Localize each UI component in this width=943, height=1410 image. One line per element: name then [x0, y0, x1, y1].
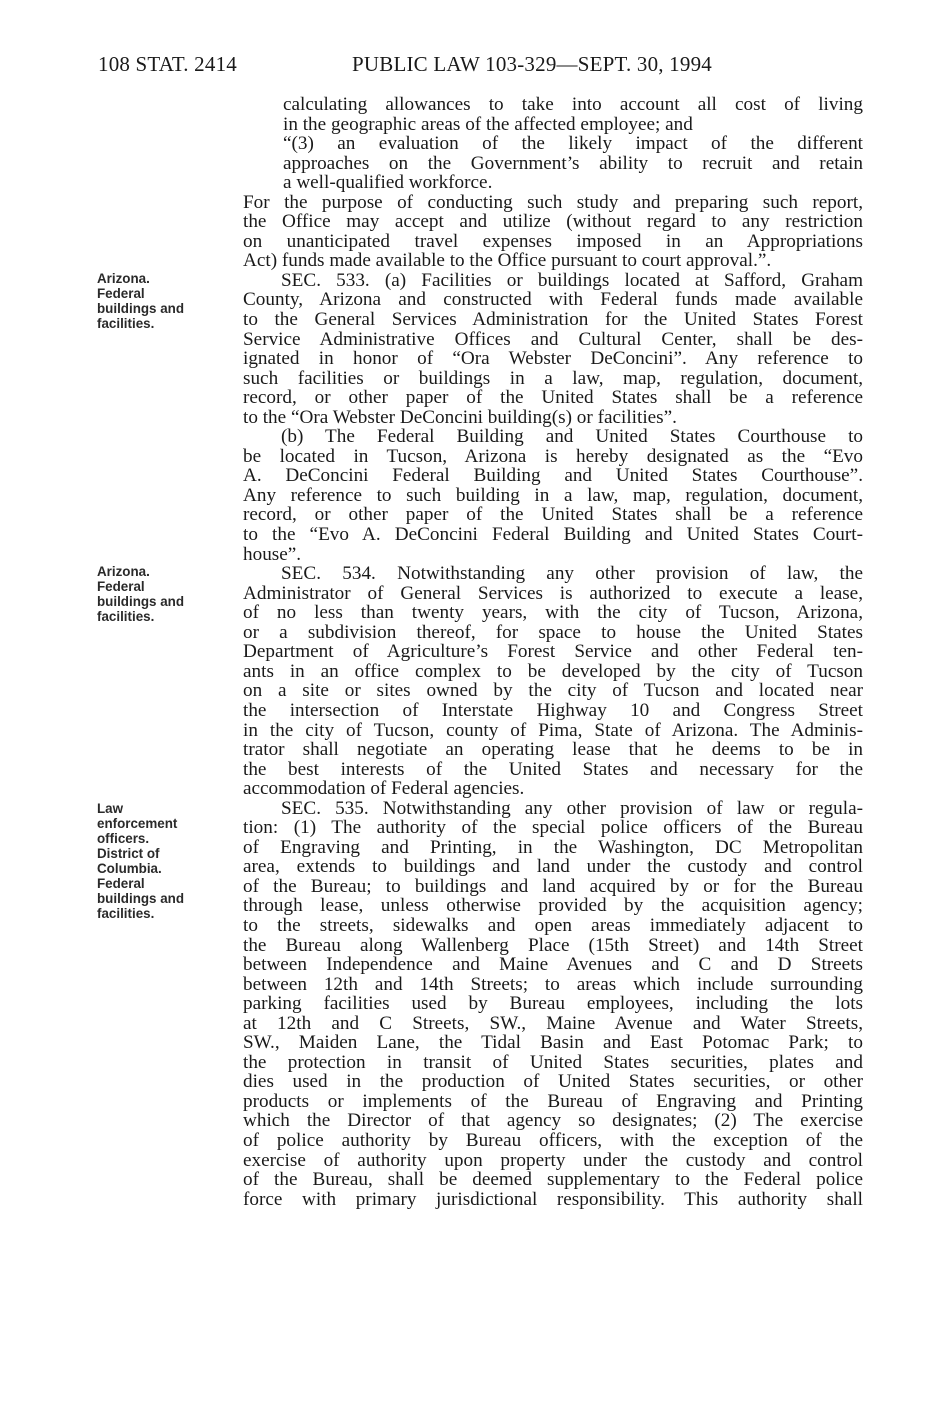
- margin-note-line: buildings and: [97, 891, 185, 906]
- margin-note-line: District of: [97, 846, 160, 861]
- text-line: SEC. 534. Notwithstanding any other provision of law, the: [281, 563, 863, 585]
- text-line: of police authority by Bureau officers, with the exception of the: [243, 1129, 863, 1151]
- text-line: a well-qualified workforce.: [283, 172, 493, 194]
- margin-note-line: Law: [97, 801, 124, 816]
- text-line: the Bureau along Wallenberg Place (15th Street) and 14th Street: [243, 934, 863, 956]
- text-line: the intersection of Interstate Highway 10 and Congress Street: [243, 699, 863, 721]
- margin-note-line: Federal: [97, 876, 145, 891]
- margin-note-line: facilities.: [97, 906, 155, 921]
- text-line: be located in Tucson, Arizona is hereby designated as the “Evo: [243, 445, 863, 467]
- text-line: County, Arizona and constructed with Federal funds made available: [243, 289, 863, 311]
- text-line: record, or other paper of the United States shall be a reference: [243, 504, 863, 526]
- text-line: (b) The Federal Building and United States Courthouse to: [281, 426, 863, 448]
- text-line: accommodation of Federal agencies.: [243, 778, 525, 800]
- text-line: approaches on the Government’s ability to recruit and retain: [283, 152, 863, 174]
- text-line: house”.: [243, 543, 302, 565]
- text-line: ants in an office complex to be developed by the city of Tucson: [243, 660, 863, 682]
- text-line: to the “Ora Webster DeConcini building(s) or facilities”.: [243, 406, 677, 428]
- text-line: through lease, unless otherwise provided by the acquisition agency;: [243, 895, 863, 917]
- text-line: area, extends to buildings and land under the custody and control: [243, 856, 863, 878]
- margin-note-line: facilities.: [97, 316, 155, 331]
- text-line: which the Director of that agency so designates; (2) The exercise: [243, 1110, 863, 1132]
- text-line: on unanticipated travel expenses imposed in an Appropriations: [243, 230, 863, 252]
- text-line: “(3) an evaluation of the likely impact of the different: [283, 133, 863, 155]
- margin-note-line: officers.: [97, 831, 150, 846]
- text-line: record, or other paper of the United States shall be a reference: [243, 387, 863, 409]
- text-line: of no less than twenty years, with the city of Tucson, Arizona,: [243, 602, 863, 624]
- margin-note-arizona-1: [97, 271, 237, 331]
- text-line: ignated in honor of “Ora Webster DeConcini”. Any reference to: [243, 348, 863, 370]
- text-line: trator shall negotiate an operating lease that he deems to be in: [243, 739, 863, 761]
- public-law-title: PUBLIC LAW 103-329—SEPT. 30, 1994: [352, 52, 712, 76]
- text-line: between Independence and Maine Avenues and C and D Streets: [243, 954, 863, 976]
- text-line: For the purpose of conducting such study and preparing such report,: [243, 191, 863, 213]
- text-line: SW., Maiden Lane, the Tidal Basin and East Potomac Park; to: [243, 1032, 863, 1054]
- text-line: parking facilities used by Bureau employees, including the lots: [243, 993, 863, 1015]
- text-line: the protection in transit of United States securities, plates and: [243, 1051, 863, 1073]
- text-line: on a site or sites owned by the city of Tucson and located near: [243, 680, 863, 702]
- text-line: such facilities or buildings in a law, map, regulation, document,: [243, 367, 863, 389]
- text-line: exercise of authority upon property under the custody and control: [243, 1149, 863, 1171]
- text-line: Department of Agriculture’s Forest Service and other Federal ten-: [243, 641, 863, 663]
- text-line: or a subdivision thereof, for space to house the United States: [243, 621, 863, 643]
- text-line: of Engraving and Printing, in the Washington, DC Metropolitan: [243, 836, 863, 858]
- text-line: of the Bureau, shall be deemed supplementary to the Federal police: [243, 1169, 863, 1191]
- text-line: A. DeConcini Federal Building and United States Courthouse”.: [243, 465, 863, 487]
- text-line: tion: (1) The authority of the special police officers of the Bureau: [243, 817, 863, 839]
- text-line: to the “Evo A. DeConcini Federal Building and United States Court-: [243, 524, 863, 546]
- text-line: to the streets, sidewalks and open areas immediately adjacent to: [243, 914, 863, 936]
- text-line: SEC. 535. Notwithstanding any other provision of law or regula-: [281, 797, 863, 819]
- text-line: force with primary jurisdictional responsibility. This authority shall: [243, 1188, 863, 1210]
- margin-note-line: Arizona.: [97, 564, 150, 579]
- margin-note-law-enforcement: [97, 801, 237, 921]
- text-line: in the city of Tucson, county of Pima, State of Arizona. The Adminis-: [243, 719, 863, 741]
- margin-note-line: enforcement: [97, 816, 178, 831]
- text-line: calculating allowances to take into account all cost of living: [283, 94, 863, 115]
- text-line: Administrator of General Services is authorized to execute a lease,: [243, 582, 863, 604]
- margin-note-arizona-2: [97, 564, 237, 624]
- margin-note-line: Federal: [97, 286, 145, 301]
- text-line: at 12th and C Streets, SW., Maine Avenue and Water Streets,: [243, 1012, 863, 1034]
- text-line: between 12th and 14th Streets; to areas which include surrounding: [243, 973, 863, 995]
- margin-note-line: Columbia.: [97, 861, 162, 876]
- text-line: the Office may accept and utilize (without regard to any restriction: [243, 211, 863, 233]
- text-line: products or implements of the Bureau of Engraving and Printing: [243, 1090, 863, 1112]
- text-line: of the Bureau; to buildings and land acquired by or for the Bureau: [243, 875, 863, 897]
- text-line: SEC. 533. (a) Facilities or buildings located at Safford, Graham: [281, 269, 863, 291]
- margin-note-line: facilities.: [97, 609, 155, 624]
- text-line: in the geographic areas of the affected employee; and: [283, 113, 693, 135]
- text-line: Any reference to such building in a law, map, regulation, document,: [243, 484, 863, 506]
- page-header: [98, 52, 858, 82]
- margin-note-line: buildings and: [97, 301, 185, 316]
- text-line: to the General Services Administration for the United States Forest: [243, 309, 863, 331]
- margin-note-line: Federal: [97, 579, 145, 594]
- statute-body-text: [243, 95, 863, 1209]
- text-line: dies used in the production of United States securities, or other: [243, 1071, 863, 1093]
- margin-note-line: Arizona.: [97, 271, 150, 286]
- text-line: the best interests of the United States and necessary for the: [243, 758, 863, 780]
- margin-note-line: buildings and: [97, 594, 185, 609]
- text-line: Act) funds made available to the Office pursuant to court approval.”.: [243, 250, 772, 272]
- statute-page-number: 108 STAT. 2414: [98, 52, 237, 76]
- text-line: Service Administrative Offices and Cultural Center, shall be des-: [243, 328, 863, 350]
